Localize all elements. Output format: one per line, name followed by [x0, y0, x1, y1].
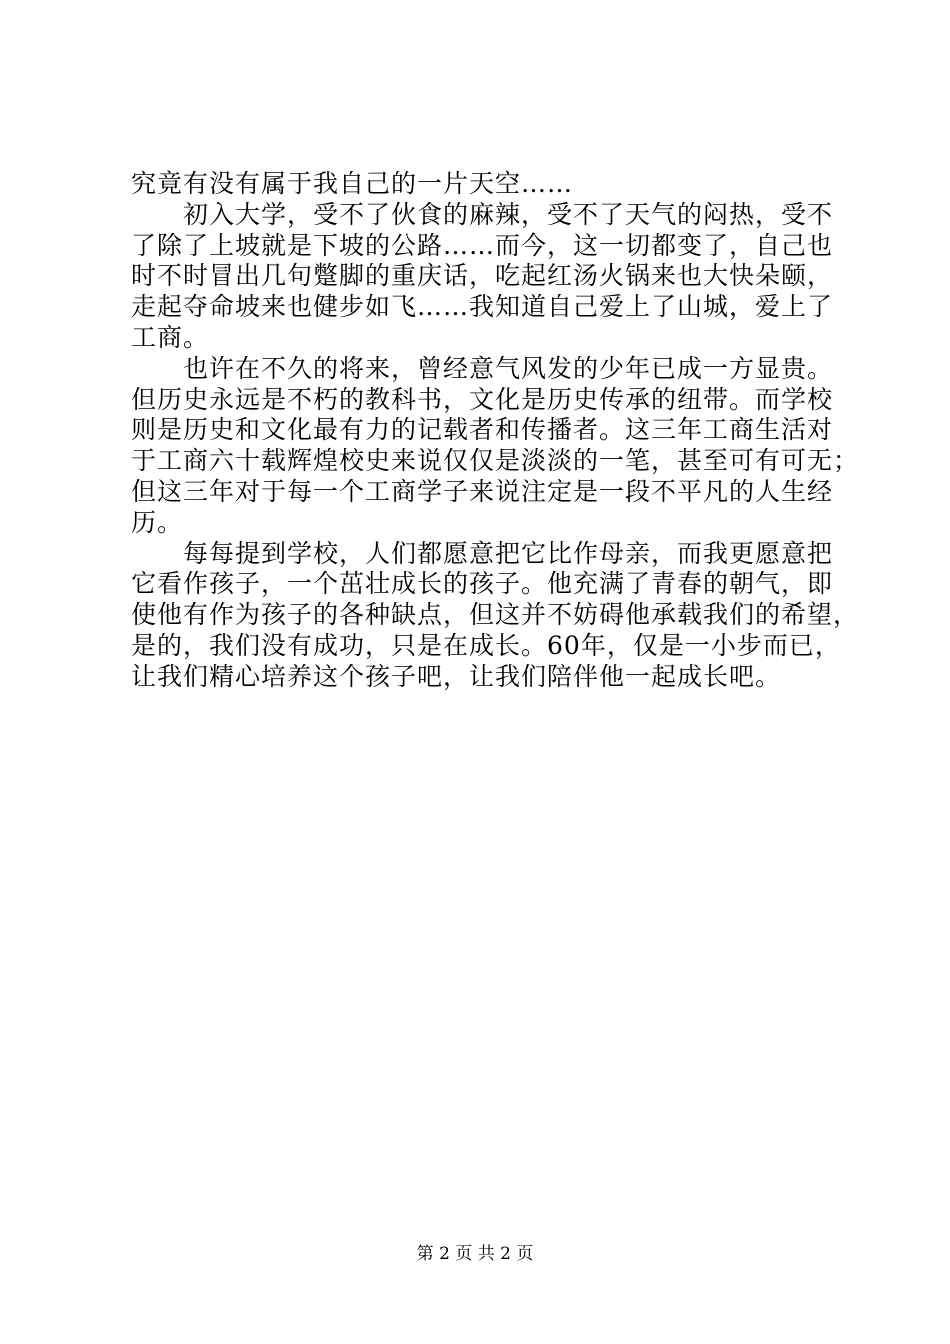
text-line: 则是历史和文化最有力的记载者和传播者。这三年工商生活对 [131, 415, 834, 445]
text-line: 但这三年对于每一个工商学子来说注定是一段不平凡的人生经 [131, 476, 834, 506]
text-line: 初入大学，受不了伙食的麻辣，受不了天气的闷热，受不 [183, 199, 834, 229]
text-line: 历。 [131, 507, 184, 537]
text-line: 究竟有没有属于我自己的一片天空…… [131, 169, 574, 198]
text-line: 每每提到学校，人们都愿意把它比作母亲，而我更愿意把 [183, 538, 834, 568]
text-line: 于工商六十载辉煌校史来说仅仅是淡淡的一笔，甚至可有可无； [131, 446, 860, 476]
text-line: 也许在不久的将来，曾经意气风发的少年已成一方显贵。 [183, 353, 834, 383]
paragraph-school-as-child [131, 538, 860, 693]
text-line: 让我们精心培养这个孩子吧，让我们陪伴他一起成长吧。 [131, 661, 782, 691]
text-line: 是的，我们没有成功，只是在成长。60年，仅是一小步而已， [131, 630, 841, 660]
paragraph-history [131, 353, 860, 539]
paragraph-university [131, 199, 834, 354]
text-line: 时不时冒出几句蹩脚的重庆话，吃起红汤火锅来也大快朵颐， [131, 261, 834, 291]
paragraph-intro [131, 169, 831, 200]
document-body [131, 169, 860, 693]
text-line: 走起夺命坡来也健步如飞……我知道自己爱上了山城，爱上了 [131, 292, 834, 322]
text-line: 工商。 [131, 322, 210, 352]
text-line: 但历史永远是不朽的教科书，文化是历史传承的纽带。而学校 [131, 384, 834, 414]
text-line: 它看作孩子，一个茁壮成长的孩子。他充满了青春的朝气，即 [131, 569, 834, 599]
text-line: 使他有作为孩子的各种缺点，但这并不妨碍他承载我们的希望， [131, 600, 860, 630]
page-number-footer: 第 2 页 共 2 页 [416, 1244, 534, 1264]
text-line: 了除了上坡就是下坡的公路……而今，这一切都变了，自己也 [131, 230, 834, 260]
